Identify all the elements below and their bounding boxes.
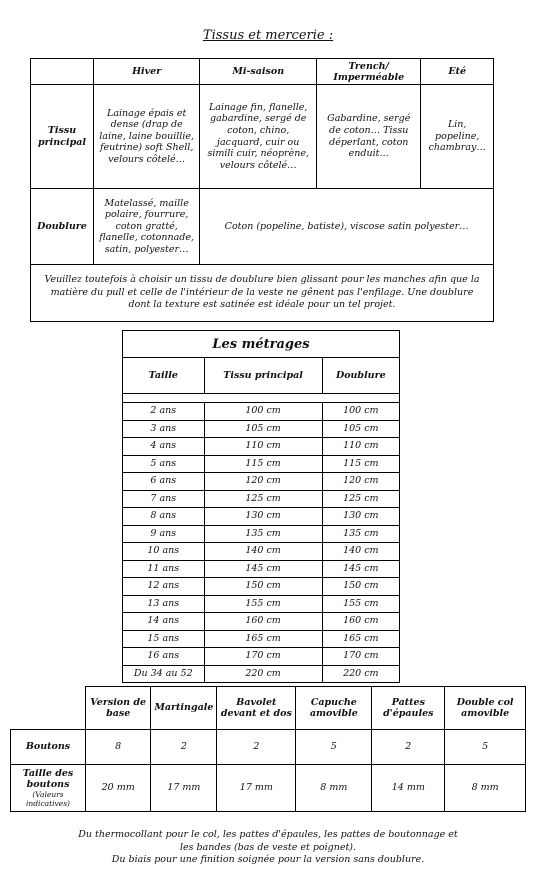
buttons-count: 5	[296, 730, 372, 765]
buttons-count: 5	[445, 730, 526, 765]
lining-note: Veuillez toutefois à choisir un tissu de doublure bien glissant pour les manches afin que la matière du pull et celle de l'intérieur de la veste ne gênent pas l'enfilage. Une doublure dont la texture est satinée est idéale pour un tel projet.	[31, 265, 494, 322]
metrage-row	[123, 403, 400, 421]
col-double-col: Double col amovible	[445, 687, 526, 730]
metrage-size: 11 ans	[123, 560, 205, 578]
button-size: 17 mm	[151, 765, 217, 812]
metrage-size: 3 ans	[123, 420, 205, 438]
metrage-size: 8 ans	[123, 508, 205, 526]
page-title: Tissus et mercerie :	[202, 28, 334, 43]
button-size: 20 mm	[86, 765, 151, 812]
metrage-main-fabric: 165 cm	[204, 630, 322, 648]
metrage-row	[123, 665, 400, 683]
metrage-table	[122, 330, 400, 683]
accessories-table	[10, 686, 526, 812]
col-martingale: Martingale	[151, 687, 217, 730]
col-version-de-base: Version de base	[86, 687, 151, 730]
metrage-main-fabric: 125 cm	[204, 490, 322, 508]
cell-main-ete: Lin, popeline, chambray…	[421, 85, 494, 189]
metrage-title: Les métrages	[123, 331, 400, 358]
metrage-row	[123, 420, 400, 438]
metrage-main-fabric: 155 cm	[204, 595, 322, 613]
metrage-lining: 135 cm	[322, 525, 399, 543]
metrage-main-fabric: 220 cm	[204, 665, 322, 683]
metrage-lining: 170 cm	[322, 648, 399, 666]
metrage-size: 10 ans	[123, 543, 205, 561]
metrage-row	[123, 543, 400, 561]
taille-boutons-label: Taille des boutons	[22, 767, 74, 790]
footer-notes	[0, 829, 536, 867]
row-label-taille-boutons	[11, 765, 86, 812]
col-trench: Trench/ Imperméable	[317, 59, 421, 85]
metrage-size: 13 ans	[123, 595, 205, 613]
metrage-main-fabric: 105 cm	[204, 420, 322, 438]
cell-lining-hiver: Matelassé, maille polaire, fourrure, coton gratté, flanelle, cotonnade, satin, polyester…	[94, 189, 200, 265]
buttons-count: 2	[217, 730, 296, 765]
metrage-size: 14 ans	[123, 613, 205, 631]
metrage-row	[123, 578, 400, 596]
metrage-lining: 120 cm	[322, 473, 399, 491]
metrage-lining: 150 cm	[322, 578, 399, 596]
metrage-lining: 220 cm	[322, 665, 399, 683]
metrage-row	[123, 455, 400, 473]
metrage-lining: 165 cm	[322, 630, 399, 648]
metrage-lining: 130 cm	[322, 508, 399, 526]
buttons-count: 2	[151, 730, 217, 765]
metrage-main-fabric: 170 cm	[204, 648, 322, 666]
metrage-size: 7 ans	[123, 490, 205, 508]
col-hiver: Hiver	[94, 59, 200, 85]
metrage-row	[123, 490, 400, 508]
cell-main-trench: Gabardine, sergé de coton… Tissu déperlant, coton enduit…	[317, 85, 421, 189]
metrage-lining: 100 cm	[322, 403, 399, 421]
metrage-size: 6 ans	[123, 473, 205, 491]
metrage-row	[123, 438, 400, 456]
button-size: 8 mm	[296, 765, 372, 812]
metrage-row	[123, 648, 400, 666]
row-label-doublure: Doublure	[31, 189, 94, 265]
metrage-lining: 105 cm	[322, 420, 399, 438]
metrage-size: Du 34 au 52	[123, 665, 205, 683]
metrage-header-taille: Taille	[123, 358, 205, 394]
metrage-main-fabric: 135 cm	[204, 525, 322, 543]
col-bavolet: Bavolet devant et dos	[217, 687, 296, 730]
metrage-main-fabric: 110 cm	[204, 438, 322, 456]
accessories-corner-cell	[11, 687, 86, 730]
metrage-size: 5 ans	[123, 455, 205, 473]
metrage-main-fabric: 140 cm	[204, 543, 322, 561]
button-size: 14 mm	[372, 765, 445, 812]
metrage-size: 15 ans	[123, 630, 205, 648]
metrage-header-doublure: Doublure	[322, 358, 399, 394]
metrage-main-fabric: 130 cm	[204, 508, 322, 526]
cell-main-mi-saison: Lainage fin, flanelle, gabardine, sergé de coton, chino, jacquard, cuir ou simili cuir, néoprène, velours côtelé…	[200, 85, 317, 189]
buttons-count: 8	[86, 730, 151, 765]
row-label-boutons: Boutons	[11, 730, 86, 765]
footer-line: Du thermocollant pour le col, les pattes d'épaules, les pattes de boutonnage et	[78, 829, 458, 840]
metrage-lining: 160 cm	[322, 613, 399, 631]
metrage-size: 16 ans	[123, 648, 205, 666]
metrage-lining: 115 cm	[322, 455, 399, 473]
metrage-lining: 125 cm	[322, 490, 399, 508]
metrage-row	[123, 560, 400, 578]
cell-lining-other: Coton (popeline, batiste), viscose satin polyester…	[200, 189, 494, 265]
metrage-size: 4 ans	[123, 438, 205, 456]
metrage-main-fabric: 115 cm	[204, 455, 322, 473]
metrage-main-fabric: 160 cm	[204, 613, 322, 631]
footer-line: les bandes (bas de veste et poignet).	[179, 841, 357, 853]
metrage-row	[123, 630, 400, 648]
row-label-tissu-principal: Tissu principal	[31, 85, 94, 189]
col-ete: Eté	[421, 59, 494, 85]
metrage-main-fabric: 145 cm	[204, 560, 322, 578]
metrage-row	[123, 613, 400, 631]
metrage-header-tissu: Tissu principal	[204, 358, 322, 394]
fabric-corner-cell	[31, 59, 94, 85]
fabric-table	[30, 58, 494, 322]
col-mi-saison: Mi-saison	[200, 59, 317, 85]
cell-main-hiver: Lainage épais et dense (drap de laine, laine bouillie, feutrine) soft Shell, velours côtelé…	[94, 85, 200, 189]
metrage-main-fabric: 120 cm	[204, 473, 322, 491]
footer-line: Du biais pour une finition soignée pour la version sans doublure.	[111, 854, 425, 865]
metrage-row	[123, 525, 400, 543]
col-pattes-epaules: Pattes d'épaules	[372, 687, 445, 730]
col-capuche: Capuche amovible	[296, 687, 372, 730]
metrage-row	[123, 473, 400, 491]
buttons-count: 2	[372, 730, 445, 765]
metrage-lining: 145 cm	[322, 560, 399, 578]
valeurs-indicatives-note: (Valeurs indicatives)	[26, 790, 70, 809]
metrage-main-fabric: 100 cm	[204, 403, 322, 421]
metrage-row	[123, 595, 400, 613]
metrage-size: 2 ans	[123, 403, 205, 421]
metrage-lining: 140 cm	[322, 543, 399, 561]
metrage-size: 12 ans	[123, 578, 205, 596]
metrage-lining: 110 cm	[322, 438, 399, 456]
metrage-main-fabric: 150 cm	[204, 578, 322, 596]
metrage-size: 9 ans	[123, 525, 205, 543]
metrage-row	[123, 508, 400, 526]
metrage-spacer	[123, 394, 400, 403]
button-size: 8 mm	[445, 765, 526, 812]
metrage-lining: 155 cm	[322, 595, 399, 613]
button-size: 17 mm	[217, 765, 296, 812]
